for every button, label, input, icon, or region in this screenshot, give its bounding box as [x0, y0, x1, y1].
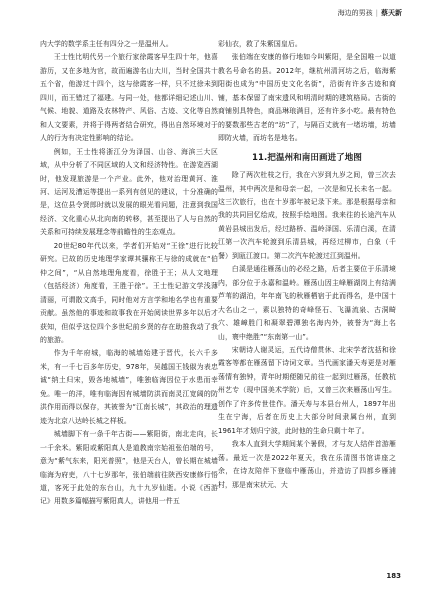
header-author: 蔡天新	[381, 9, 402, 17]
paragraph: 例如，王士性将浙江分为泽国、山谷、海滨三大区域，从中分析了不同区域的人文和经济特性。在游览西湖时，他发现旅游是一个产业。此外，他对治理黄河、淮河、运河及漕运等提出一系列有创见的建议，十分准确的是，这位县令贤郎时就以发展的眼光看问题，注意到我国经济、文化重心从北向南的转移，甚至提出了人与自然的关系和可持续发展理念等前瞻性的生态观点。	[40, 147, 218, 237]
right-column	[218, 38, 396, 492]
paragraph: 除了两次杜枝之行，我在六岁到九岁之间，曾三次去温州，其中两次是和母亲一起，一次是和兄长未名一起。这三次旅行，也在十岁那年被记录下来。那是根据母亲和我的共同回忆绘成，按照手绘地图。我来往的长途汽车从黄岩县城出发后，经过路桥、温岭泽国、乐清白溪，在清江第一次汽车轮渡到乐清县城，再经过柳市，白象（千餐）到瓯江渡口。第二次汽车轮渡过江到温州。	[218, 171, 396, 260]
left-column	[40, 38, 218, 509]
paragraph: 我本人直到大学期间某个暑假，才与友人结伴首游雁荡。最近一次是2022年夏天，我在乐清图书馆讲座之余，在诗友陪伴下登临中雁荡山，并造访了四都乡雁浦村，那是南宋状元、大	[218, 440, 396, 489]
paragraph: 王士性比明代另一个旅行家徐霞客早生四十年，他喜游历，又在多地为官，故而遍游名山大川，当时全国共十五个省，他游过十四个，这与徐霞客一样，只不过徐未到四川，而王错过了福建。与同一处，他都详细记述山川、气候、地貌、道路及农林特产、风俗、古迹、文化等自然和人文要素，并将于得两者结合研究，得出自然环境对于人的行为有决定性影响的结论。	[40, 53, 218, 143]
paragraph: 20世纪80年代以来，学者们开始对“王徐”进行比较研究。已故的历史地理学家谭其骧称王与徐的成就在“伯仲之间”，“从自然地理角度看，徐胜于王；从人文地理（包括经济）角度看，王胜于徐”。王士性记游文学浅薄清丽，可谓散文高手，同时他对方言学和地名学也有重要贡献。虽然他的事迹和故事我在开始阅读世界多年以后才获知，但似乎这位四个多世纪前乡贤的存在助推我动了我的旅游。	[40, 241, 218, 344]
paragraph: 张伯端在安康的修行地如今叫紫阳，是全国唯一以道教名号命名的县。2012年，继杭州清河坊之后，临海紫阳街也成为“中国历史文化名街”，沿街有许多古迹和商铺，基本保留了南宋遗风和明清时期的建筑格局。古街的商铺别具特色，商品琳琅满目，还有许多小吃。最有特色的要数那些古老的“坊”了，与隔百丈就有一堵坊墙，坊墙即防火墙，而坊名是地名。	[218, 53, 396, 143]
page-header	[338, 8, 402, 18]
paragraph: 城墙脚下有一条千年古街——紫阳街，南北走向，长一千余米。紫阳或紫阳真人是道教南宗始祖张伯端的号，意为“紫气东来，阳光普照”，他是天台人，曾长期在城墙临海为府吏，八十七岁那年，张伯端前往陕西安康修行悟道，客死于此处的东台山，九十九岁仙逝。小说《西游记》用数多篇幅描写紫阳真人，讲他用一件五	[40, 430, 218, 506]
section-title: 11.把温州和南田画进了地图	[252, 152, 362, 163]
paragraph: 彩仙衣，救了朱紫国皇后。	[218, 40, 302, 48]
header-title: 海边的男孩	[337, 9, 373, 17]
paragraph: 内大学的数学系主任有四分之一是温州人。	[40, 40, 173, 48]
page-number: 183	[386, 572, 401, 580]
header-separator: |	[375, 9, 378, 17]
paragraph: 白溪是通往雁荡山的必经之路，后者主要位于乐清境内，部分位于永嘉和温岭。雁荡山因主峰雁湖岗上有结满芦苇的湖泊，年年南飞的秋雁栖宿于此而得名，是中国十大名山之一，素以独特的奇峰怪石、飞瀑流泉、古洞畸穴、雄嶂胜门和凝翠碧潭独名海内外，被誉为“海上名山，寰中绝胜”“东南第一山”。	[218, 265, 396, 341]
paragraph: 宋朝诗人谢灵运，五代诗僧贯休、北宋学者沈括和徐霞客等都在雁荡留下诗词文章。当代画家潘天寿更是对雁荡情有独钟，青年时期便随兄前往一起到过雁荡，任教杭州艺专（现中国美术学院）后，又曾三次来雁荡山写生。创作了许多传世佳作。潘天寿与本县台州人，1897年出生在宁海，后者在历史上大部分时间隶属台州，直到1961年才划归宁波，此时他的生命只剩十年了。	[218, 345, 396, 435]
paragraph: 作为千年府城，临海的城墙始建于晋代，长六千多米，有一千七百多年历史，978年，吴越国王钱俶为表忠诚“纳土归宋，毁各地城墙”，唯独临海因位于水患而幸免。唯一的洋，唯有临海因有城墙防洪而南灵江宽阔的防洪作用而得以保存，其被誉为“江南长城”，其政治的理遗迹为北京八达岭长城之样板。	[40, 349, 218, 425]
